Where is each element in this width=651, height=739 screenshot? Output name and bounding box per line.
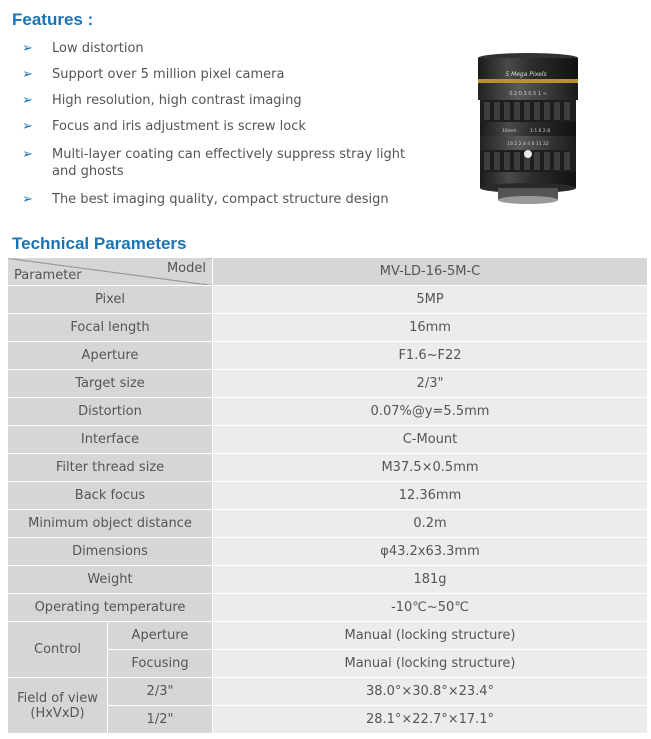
row-label: Operating temperature — [8, 594, 213, 622]
lens-brand-text: 5 Mega Pixels — [505, 71, 547, 78]
fov-label-line2: (HxVxD) — [30, 705, 85, 721]
row-value: 0.07%@y=5.5mm — [213, 398, 648, 426]
feature-item — [22, 40, 452, 66]
fov-label-line1: Field of view — [17, 690, 98, 706]
arrow-bullet-icon: ➢ — [22, 41, 33, 56]
feature-item — [22, 146, 452, 191]
arrow-bullet-icon: ➢ — [22, 93, 33, 108]
row-label: Minimum object distance — [8, 510, 213, 538]
feature-list — [22, 40, 452, 211]
row-value: 2/3" — [213, 370, 648, 398]
header-parameter-label: Parameter — [14, 268, 82, 283]
row-value: 0.2m — [213, 510, 648, 538]
row-label: Filter thread size — [8, 454, 213, 482]
row-label: Pixel — [8, 286, 213, 314]
feature-text: Low distortion — [52, 41, 144, 56]
table-row — [8, 594, 648, 622]
lens-grip-ridges — [484, 102, 570, 120]
row-value: 12.36mm — [213, 482, 648, 510]
table-header-row — [8, 258, 648, 286]
table-row — [8, 622, 648, 650]
row-sublabel: Aperture — [108, 622, 213, 650]
fov-group-label — [8, 678, 108, 734]
table-row — [8, 370, 648, 398]
row-label: Weight — [8, 566, 213, 594]
arrow-bullet-icon: ➢ — [22, 147, 33, 162]
table-row — [8, 454, 648, 482]
row-value: Manual (locking structure) — [213, 650, 648, 678]
row-value: F1.6~F22 — [213, 342, 648, 370]
lens-focal-text: 16mm — [502, 129, 517, 134]
row-label: Interface — [8, 426, 213, 454]
feature-text: Multi-layer coating can effectively suppress stray light and ghosts — [52, 147, 406, 179]
row-sublabel: 1/2" — [108, 706, 213, 734]
feature-item — [22, 92, 452, 118]
table-row — [8, 566, 648, 594]
table-row — [8, 482, 648, 510]
row-label: Back focus — [8, 482, 213, 510]
row-value: -10℃~50℃ — [213, 594, 648, 622]
control-group-label: Control — [8, 622, 108, 678]
feature-text: The best imaging quality, compact structure design — [52, 192, 389, 207]
row-value: 28.1°×22.7°×17.1° — [213, 706, 648, 734]
lens-iris-marks: 1:1.6 2.8 — [529, 129, 551, 134]
table-row — [8, 342, 648, 370]
feature-item — [22, 191, 452, 211]
table-row — [8, 286, 648, 314]
feature-item — [22, 66, 452, 92]
table-row — [8, 538, 648, 566]
table-row — [8, 398, 648, 426]
lens-lock-screw-icon — [524, 150, 532, 158]
technical-parameters-heading: Technical Parameters — [12, 234, 187, 253]
row-value: φ43.2x63.3mm — [213, 538, 648, 566]
row-label: Target size — [8, 370, 213, 398]
arrow-bullet-icon: ➢ — [22, 119, 33, 134]
parameters-table — [7, 257, 648, 734]
row-label: Aperture — [8, 342, 213, 370]
row-value: C-Mount — [213, 426, 648, 454]
row-value: 5MP — [213, 286, 648, 314]
header-model-label: Model — [166, 261, 206, 276]
header-corner-cell — [8, 258, 213, 286]
lens-product-image — [472, 52, 584, 208]
lens-focus-scale: 0.2 0.3 0.5 1 ∞ — [509, 91, 547, 97]
lens-aperture-scale: 16 2 2.8 4 8 11 22 — [507, 142, 549, 147]
model-value: MV-LD-16-5M-C — [213, 258, 648, 286]
row-value: 181g — [213, 566, 648, 594]
arrow-bullet-icon: ➢ — [22, 192, 33, 207]
features-heading: Features : — [12, 10, 94, 29]
row-sublabel: 2/3" — [108, 678, 213, 706]
row-sublabel: Focusing — [108, 650, 213, 678]
feature-text: Focus and iris adjustment is screw lock — [52, 119, 306, 134]
row-label: Distortion — [8, 398, 213, 426]
row-value: 38.0°×30.8°×23.4° — [213, 678, 648, 706]
row-value: M37.5×0.5mm — [213, 454, 648, 482]
row-value: 16mm — [213, 314, 648, 342]
feature-text: Support over 5 million pixel camera — [52, 67, 285, 82]
row-label: Focal length — [8, 314, 213, 342]
table-row — [8, 426, 648, 454]
feature-item — [22, 118, 452, 146]
arrow-bullet-icon: ➢ — [22, 67, 33, 82]
row-label: Dimensions — [8, 538, 213, 566]
table-row — [8, 510, 648, 538]
feature-text: High resolution, high contrast imaging — [52, 93, 302, 108]
table-row — [8, 314, 648, 342]
row-value: Manual (locking structure) — [213, 622, 648, 650]
table-row — [8, 678, 648, 706]
